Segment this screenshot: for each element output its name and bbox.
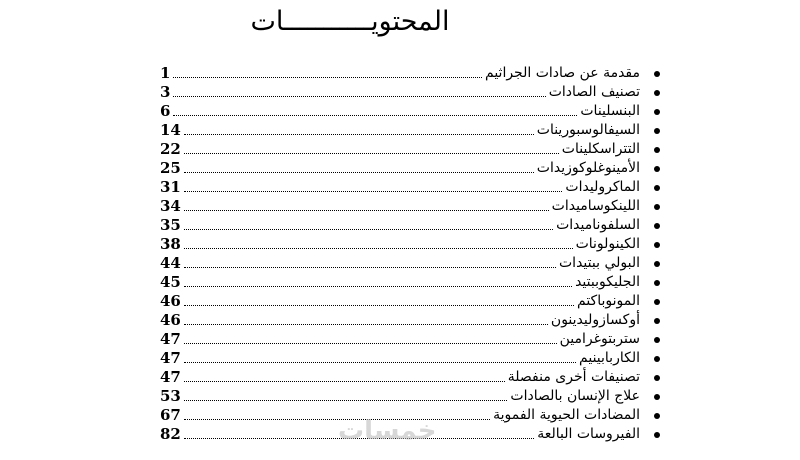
- toc-entry-title: المضادات الحيوية الفموية: [493, 407, 640, 423]
- toc-entry: [0, 140, 800, 159]
- toc-entry: [0, 425, 800, 444]
- toc-entry: [0, 311, 800, 330]
- bullet-icon: [654, 375, 660, 381]
- toc-page-number: 31: [160, 178, 181, 196]
- toc-entry-title: مقدمة عن صادات الجراثيم: [485, 65, 640, 81]
- bullet-icon: [654, 71, 660, 77]
- bullet-icon: [654, 261, 660, 267]
- toc-entry-title: تصنيف الصادات: [548, 84, 640, 100]
- toc-entry-title: الجليكوببتيد: [575, 274, 640, 290]
- toc-entry-title: علاج الإنسان بالصادات: [510, 388, 640, 404]
- toc-entry-title: المونوباكتم: [577, 293, 640, 309]
- dot-leader: [184, 267, 556, 268]
- bullet-icon: [654, 280, 660, 286]
- dot-leader: [184, 286, 572, 287]
- toc-page-number: 14: [160, 121, 181, 139]
- toc-entry-line: [160, 292, 640, 311]
- dot-leader: [184, 305, 574, 306]
- toc-entry-line: [160, 216, 640, 235]
- dot-leader: [184, 419, 490, 420]
- dot-leader: [184, 324, 548, 325]
- toc-entry-line: [160, 349, 640, 368]
- toc-entry: [0, 83, 800, 102]
- toc-entry-line: [160, 83, 640, 102]
- toc-entry-line: [160, 178, 640, 197]
- dot-leader: [184, 438, 534, 439]
- toc-page-number: 1: [160, 64, 171, 82]
- toc-entry: [0, 235, 800, 254]
- toc-page-number: 6: [160, 102, 171, 120]
- toc-page-number: 45: [160, 273, 181, 291]
- toc-entry: [0, 64, 800, 83]
- dot-leader: [173, 115, 577, 116]
- toc-entry: [0, 254, 800, 273]
- dot-leader: [173, 96, 545, 97]
- toc-entry: [0, 102, 800, 121]
- toc-page-number: 3: [160, 83, 171, 101]
- toc-page-number: 25: [160, 159, 181, 177]
- bullet-icon: [654, 413, 660, 419]
- toc-entry-title: السلفوناميدات: [556, 217, 640, 233]
- dot-leader: [173, 77, 482, 78]
- toc-entry: [0, 178, 800, 197]
- watermark-logo: خمسات: [338, 416, 437, 446]
- bullet-icon: [654, 147, 660, 153]
- toc-entry-title: أوكسازوليدينون: [550, 312, 640, 328]
- toc-page-number: 34: [160, 197, 181, 215]
- bullet-icon: [654, 394, 660, 400]
- toc-entry-title: الأمينوغلوكوزيدات: [536, 160, 640, 176]
- dot-leader: [184, 343, 557, 344]
- toc-list: [0, 64, 800, 444]
- toc-entry-line: [160, 330, 640, 349]
- toc-entry-line: [160, 368, 640, 387]
- toc-entry-title: الكاربابينيم: [579, 350, 640, 366]
- bullet-icon: [654, 204, 660, 210]
- toc-page-number: 22: [160, 140, 181, 158]
- bullet-icon: [654, 90, 660, 96]
- toc-entry-line: [160, 425, 640, 444]
- toc-entry-title: ستربتوغرامين: [559, 331, 640, 347]
- dot-leader: [184, 134, 534, 135]
- bullet-icon: [654, 185, 660, 191]
- toc-entry: [0, 159, 800, 178]
- toc-entry-line: [160, 387, 640, 406]
- toc-page-number: 53: [160, 387, 181, 405]
- bullet-icon: [654, 166, 660, 172]
- bullet-icon: [654, 109, 660, 115]
- dot-leader: [184, 210, 549, 211]
- toc-entry-line: [160, 64, 640, 83]
- toc-entry-line: [160, 121, 640, 140]
- toc-entry-line: [160, 311, 640, 330]
- toc-entry-title: الكينولونات: [575, 236, 640, 252]
- toc-entry-title: البولي ببتيدات: [559, 255, 640, 271]
- toc-page-number: 46: [160, 292, 181, 310]
- toc-entry-line: [160, 102, 640, 121]
- dot-leader: [184, 381, 505, 382]
- toc-entry-title: الفيروسات البالعة: [537, 426, 640, 442]
- toc-entry: [0, 368, 800, 387]
- toc-entry-line: [160, 254, 640, 273]
- dot-leader: [184, 248, 573, 249]
- toc-entry-line: [160, 140, 640, 159]
- bullet-icon: [654, 432, 660, 438]
- toc-entry: [0, 273, 800, 292]
- toc-entry: [0, 197, 800, 216]
- dot-leader: [184, 191, 563, 192]
- bullet-icon: [654, 318, 660, 324]
- toc-page-number: 82: [160, 425, 181, 443]
- toc-page-number: 47: [160, 330, 181, 348]
- toc-page-number: 46: [160, 311, 181, 329]
- toc-entry-title: التتراسكلينات: [561, 141, 640, 157]
- toc-entry-title: الماكروليدات: [565, 179, 640, 195]
- toc-entry-title: تصنيفات أخرى منفصلة: [507, 369, 640, 385]
- toc-page-number: 38: [160, 235, 181, 253]
- toc-entry-title: البنسلينات: [580, 103, 640, 119]
- toc-page-number: 47: [160, 349, 181, 367]
- toc-entry: [0, 292, 800, 311]
- toc-entry: [0, 121, 800, 140]
- dot-leader: [184, 400, 508, 401]
- dot-leader: [184, 153, 559, 154]
- bullet-icon: [654, 337, 660, 343]
- toc-page-number: 44: [160, 254, 181, 272]
- toc-page-number: 47: [160, 368, 181, 386]
- toc-page-number: 67: [160, 406, 181, 424]
- dot-leader: [184, 172, 534, 173]
- toc-entry-line: [160, 197, 640, 216]
- toc-entry-title: السيفالوسبورينات: [536, 122, 640, 138]
- dot-leader: [184, 229, 553, 230]
- bullet-icon: [654, 242, 660, 248]
- toc-entry-line: [160, 235, 640, 254]
- dot-leader: [184, 362, 576, 363]
- bullet-icon: [654, 299, 660, 305]
- toc-entry: [0, 349, 800, 368]
- bullet-icon: [654, 128, 660, 134]
- toc-entry-line: [160, 159, 640, 178]
- toc-entry: [0, 406, 800, 425]
- toc-page-number: 35: [160, 216, 181, 234]
- toc-entry: [0, 330, 800, 349]
- toc-entry-line: [160, 406, 640, 425]
- toc-entry: [0, 216, 800, 235]
- toc-entry: [0, 387, 800, 406]
- toc-heading: المحتويـــــــــــات: [250, 6, 450, 37]
- bullet-icon: [654, 223, 660, 229]
- toc-entry-title: اللينكوساميدات: [551, 198, 640, 214]
- bullet-icon: [654, 356, 660, 362]
- toc-entry-line: [160, 273, 640, 292]
